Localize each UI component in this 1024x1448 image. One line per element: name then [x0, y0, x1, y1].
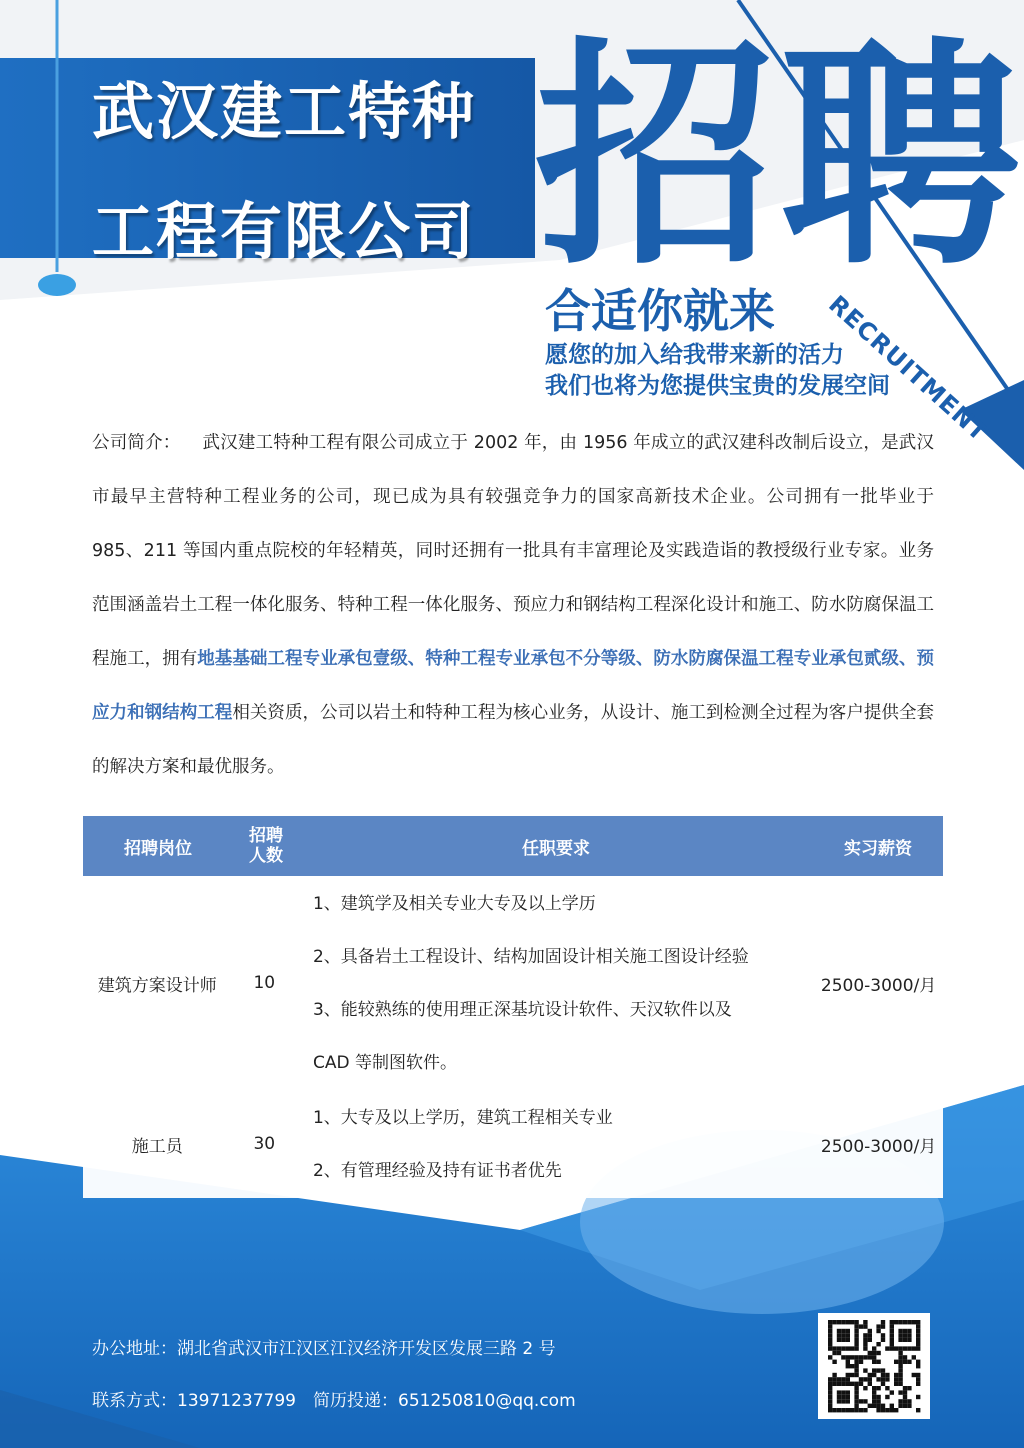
- qr-module: [854, 1342, 858, 1346]
- qr-module: [872, 1390, 876, 1394]
- qr-module: [868, 1338, 872, 1342]
- table-header: [83, 816, 943, 876]
- qr-module: [876, 1399, 880, 1403]
- qr-module: [832, 1320, 836, 1324]
- qr-module: [876, 1342, 880, 1346]
- qr-module: [881, 1333, 885, 1337]
- intro-qualifications-highlight: 地基基础工程专业承包壹级、特种工程专业承包不分等级、防水防腐保温工程专业承包贰级、预应力和钢结构工程: [92, 649, 935, 723]
- qr-module: [854, 1346, 858, 1350]
- qr-module: [837, 1333, 841, 1337]
- qr-module: [885, 1373, 889, 1377]
- qr-module: [841, 1382, 845, 1386]
- qr-module: [898, 1338, 902, 1342]
- qr-module: [846, 1377, 850, 1381]
- requirement-item: 1、建筑学及相关专业大专及以上学历: [312, 894, 596, 914]
- title-char-zhao: 招: [535, 17, 776, 297]
- qr-module: [903, 1329, 907, 1333]
- header-count: [233, 826, 299, 866]
- qr-module: [868, 1351, 872, 1355]
- qr-module: [903, 1390, 907, 1394]
- qr-module: [854, 1395, 858, 1399]
- qr-module: [872, 1373, 876, 1377]
- qr-module: [890, 1333, 894, 1337]
- intro-label: 公司简介：: [92, 433, 181, 453]
- qr-module: [916, 1364, 920, 1368]
- qr-module: [832, 1377, 836, 1381]
- qr-module: [863, 1342, 867, 1346]
- qr-module: [837, 1338, 841, 1342]
- qr-module: [890, 1338, 894, 1342]
- requirement-item: CAD 等制图软件。: [312, 1053, 457, 1073]
- qr-module: [898, 1377, 902, 1381]
- qr-module: [907, 1329, 911, 1333]
- qr-module: [916, 1377, 920, 1381]
- qr-module: [828, 1355, 832, 1359]
- qr-module: [876, 1377, 880, 1381]
- qr-module: [872, 1404, 876, 1408]
- qr-module: [903, 1404, 907, 1408]
- slogan-subline-1: 愿您的加入给我带来新的活力: [545, 342, 844, 368]
- qr-module: [859, 1382, 863, 1386]
- qr-module: [885, 1346, 889, 1350]
- qr-module: [854, 1399, 858, 1403]
- qr-module: [898, 1404, 902, 1408]
- requirement-item: 2、有管理经验及持有证书者优先: [312, 1161, 562, 1181]
- qr-module: [859, 1408, 863, 1412]
- qr-module: [854, 1386, 858, 1390]
- qr-module: [907, 1386, 911, 1390]
- qr-module: [854, 1390, 858, 1394]
- qr-module: [885, 1386, 889, 1390]
- qr-module: [916, 1408, 920, 1412]
- qr-module: [846, 1364, 850, 1368]
- qr-module: [854, 1373, 858, 1377]
- qr-module: [854, 1364, 858, 1368]
- qr-module: [837, 1329, 841, 1333]
- qr-module: [854, 1329, 858, 1333]
- qr-module: [846, 1329, 850, 1333]
- qr-module: [828, 1333, 832, 1337]
- qr-module: [828, 1324, 832, 1328]
- qr-module: [828, 1390, 832, 1394]
- qr-module: [846, 1399, 850, 1403]
- qr-module: [907, 1404, 911, 1408]
- job-table: [83, 816, 943, 1198]
- qr-module: [907, 1399, 911, 1403]
- qr-module: [850, 1382, 854, 1386]
- qr-module: [854, 1404, 858, 1408]
- qr-module: [859, 1324, 863, 1328]
- qr-module: [881, 1324, 885, 1328]
- qr-module: [868, 1329, 872, 1333]
- qr-module: [859, 1360, 863, 1364]
- qr-module: [850, 1408, 854, 1412]
- qr-module: [903, 1346, 907, 1350]
- qr-module: [854, 1368, 858, 1372]
- qr-module: [837, 1320, 841, 1324]
- qr-module: [872, 1386, 876, 1390]
- qr-module: [854, 1338, 858, 1342]
- table-row: [83, 876, 943, 1090]
- qr-module: [832, 1346, 836, 1350]
- qr-module: [898, 1373, 902, 1377]
- qr-module: [916, 1320, 920, 1324]
- qr-module: [916, 1324, 920, 1328]
- company-name-line1: 武汉建工特种: [92, 75, 477, 148]
- qr-module: [868, 1333, 872, 1337]
- qr-module: [868, 1355, 872, 1359]
- resume-email: 简历投递：651250810@qq.com: [313, 1391, 576, 1411]
- qr-module: [876, 1360, 880, 1364]
- row-count: 10: [253, 973, 276, 993]
- qr-module: [898, 1320, 902, 1324]
- qr-module: [872, 1399, 876, 1403]
- row-count: 30: [253, 1134, 276, 1154]
- qr-module: [903, 1360, 907, 1364]
- qr-module: [841, 1399, 845, 1403]
- qr-module: [846, 1333, 850, 1337]
- qr-module: [837, 1395, 841, 1399]
- qr-module: [881, 1320, 885, 1324]
- qr-module: [828, 1346, 832, 1350]
- qr-module: [894, 1320, 898, 1324]
- qr-module: [837, 1382, 841, 1386]
- qr-module: [868, 1382, 872, 1386]
- qr-module: [854, 1355, 858, 1359]
- qr-module: [863, 1377, 867, 1381]
- office-address: 办公地址：湖北省武汉市江汉区江汉经济开发区发展三路 2 号: [92, 1339, 556, 1359]
- qr-module: [907, 1338, 911, 1342]
- qr-module: [885, 1408, 889, 1412]
- qr-module: [872, 1368, 876, 1372]
- qr-module: [872, 1360, 876, 1364]
- qr-module: [876, 1404, 880, 1408]
- qr-module: [841, 1377, 845, 1381]
- contact-phone: 联系方式：13971237799: [92, 1391, 296, 1411]
- qr-module: [846, 1346, 850, 1350]
- qr-module: [863, 1338, 867, 1342]
- qr-module: [841, 1408, 845, 1412]
- recruitment-wordmark: RECRUITMENT: [823, 290, 994, 447]
- qr-module: [881, 1382, 885, 1386]
- qr-module: [890, 1404, 894, 1408]
- qr-module: [876, 1368, 880, 1372]
- qr-module: [881, 1408, 885, 1412]
- qr-module: [859, 1377, 863, 1381]
- qr-module: [894, 1408, 898, 1412]
- qr-module: [916, 1338, 920, 1342]
- qr-module: [898, 1390, 902, 1394]
- qr-module: [898, 1351, 902, 1355]
- row-requirements: [297, 1090, 814, 1198]
- qr-module: [863, 1333, 867, 1337]
- qr-module: [846, 1382, 850, 1386]
- qr-module: [832, 1408, 836, 1412]
- qr-module: [850, 1320, 854, 1324]
- qr-module: [898, 1399, 902, 1403]
- qr-module: [837, 1346, 841, 1350]
- qr-module: [868, 1377, 872, 1381]
- qr-module: [841, 1329, 845, 1333]
- header-position: 招聘岗位: [124, 838, 192, 859]
- qr-module: [850, 1373, 854, 1377]
- qr-module: [828, 1320, 832, 1324]
- qr-module: [890, 1408, 894, 1412]
- qr-module: [898, 1382, 902, 1386]
- qr-module: [898, 1364, 902, 1368]
- qr-module: [837, 1377, 841, 1381]
- qr-module: [890, 1342, 894, 1346]
- qr-module: [832, 1360, 836, 1364]
- qr-module: [894, 1382, 898, 1386]
- qr-module: [876, 1324, 880, 1328]
- qr-module: [907, 1320, 911, 1324]
- qr-module: [846, 1395, 850, 1399]
- qr-module: [894, 1360, 898, 1364]
- qr-module: [868, 1373, 872, 1377]
- qr-module: [898, 1360, 902, 1364]
- qr-module: [841, 1346, 845, 1350]
- qr-module: [850, 1346, 854, 1350]
- qr-module: [828, 1404, 832, 1408]
- qr-module: [881, 1377, 885, 1381]
- qr-module: [828, 1342, 832, 1346]
- qr-module: [841, 1355, 845, 1359]
- qr-module: [907, 1346, 911, 1350]
- company-name-line2: 工程有限公司: [92, 195, 477, 268]
- qr-module: [868, 1404, 872, 1408]
- requirement-item: 3、能较熟练的使用理正深基坑设计软件、天汉软件以及: [312, 1000, 732, 1020]
- qr-module: [876, 1329, 880, 1333]
- qr-module: [890, 1346, 894, 1350]
- qr-module: [890, 1329, 894, 1333]
- qr-module: [863, 1408, 867, 1412]
- qr-module: [863, 1324, 867, 1328]
- qr-module: [890, 1390, 894, 1394]
- qr-module: [912, 1355, 916, 1359]
- qr-module: [854, 1324, 858, 1328]
- qr-module: [854, 1360, 858, 1364]
- requirement-item: 2、具备岩土工程设计、结构加固设计相关施工图设计经验: [312, 947, 749, 967]
- qr-module: [841, 1333, 845, 1337]
- qr-module: [916, 1360, 920, 1364]
- row-salary: 2500-3000/月: [820, 1136, 937, 1157]
- qr-module: [898, 1368, 902, 1372]
- qr-module: [898, 1355, 902, 1359]
- qr-module: [863, 1355, 867, 1359]
- qr-module: [859, 1355, 863, 1359]
- requirement-item: 1、大专及以上学历，建筑工程相关专业: [312, 1108, 613, 1128]
- qr-module: [841, 1390, 845, 1394]
- intro-text-end: 相关资质，公司以岩土和特种工程为核心业务，从设计、施工到检测全过程为客户提供全套的解决方案和最优服务。: [92, 703, 935, 777]
- qr-module: [898, 1329, 902, 1333]
- company-intro: [92, 416, 934, 794]
- qr-module: [916, 1373, 920, 1377]
- qr-module: [828, 1386, 832, 1390]
- qr-module: [912, 1346, 916, 1350]
- row-position: 建筑方案设计师: [97, 975, 217, 996]
- qr-module: [828, 1395, 832, 1399]
- qr-module: [903, 1399, 907, 1403]
- intro-text: 武汉建工特种工程有限公司成立于 2002 年，由 1956 年成立的武汉建科改制后设立，是武汉市最早主营特种工程业务的公司，现已成为具有较强竞争力的国家高新技术企业。公司拥有一批毕业于 985、211 等国内重点院校的年轻精英，同时还拥有一批具有丰富理论及实践造诣的教授级行业专家。业务范围涵盖岩土工程一体化服务、特种工程一体化服务、预应力和钢结构工程深化设计和施工、防水防腐保温工程施工，拥有: [92, 433, 934, 669]
- qr-module: [854, 1320, 858, 1324]
- header-count-line1: 招聘: [249, 826, 283, 846]
- qr-module: [841, 1338, 845, 1342]
- table-row: [83, 1090, 943, 1198]
- qr-module: [828, 1338, 832, 1342]
- qr-module: [863, 1386, 867, 1390]
- qr-module: [907, 1360, 911, 1364]
- header-salary: 实习薪资: [844, 838, 912, 859]
- qr-module: [894, 1346, 898, 1350]
- qr-module: [837, 1408, 841, 1412]
- header-count-line2: 人数: [249, 846, 283, 866]
- qr-module: [903, 1395, 907, 1399]
- qr-module: [881, 1338, 885, 1342]
- qr-module: [903, 1320, 907, 1324]
- qr-module: [828, 1408, 832, 1412]
- qr-module: [916, 1382, 920, 1386]
- qr-module: [881, 1404, 885, 1408]
- qr-module: [885, 1395, 889, 1399]
- qr-module: [872, 1351, 876, 1355]
- qr-module: [890, 1320, 894, 1324]
- qr-module: [894, 1377, 898, 1381]
- qr-module: [837, 1351, 841, 1355]
- qr-module: [863, 1368, 867, 1372]
- qr-module: [916, 1395, 920, 1399]
- qr-module: [859, 1399, 863, 1403]
- qr-module: [837, 1390, 841, 1394]
- qr-module: [828, 1382, 832, 1386]
- qr-module: [898, 1346, 902, 1350]
- qr-module: [903, 1355, 907, 1359]
- qr-code-pattern: [818, 1313, 930, 1419]
- title-char-pin: 聘: [780, 17, 1021, 297]
- qr-module: [832, 1373, 836, 1377]
- qr-module: [846, 1320, 850, 1324]
- qr-module: [916, 1342, 920, 1346]
- qr-module: [863, 1320, 867, 1324]
- qr-module: [841, 1395, 845, 1399]
- qr-module: [881, 1368, 885, 1372]
- qr-module: [854, 1408, 858, 1412]
- qr-module: [846, 1355, 850, 1359]
- qr-module: [846, 1373, 850, 1377]
- qr-module: [837, 1399, 841, 1403]
- qr-module: [881, 1373, 885, 1377]
- qr-module: [863, 1346, 867, 1350]
- qr-module: [903, 1333, 907, 1337]
- qr-module: [850, 1355, 854, 1359]
- row-position: 施工员: [131, 1136, 183, 1157]
- qr-module: [894, 1373, 898, 1377]
- qr-module: [846, 1408, 850, 1412]
- header-requirements: 任职要求: [522, 838, 590, 859]
- qr-module: [828, 1377, 832, 1381]
- qr-module: [841, 1320, 845, 1324]
- qr-module: [890, 1324, 894, 1328]
- slogan-headline: 合适你就来: [545, 284, 775, 338]
- qr-module: [846, 1390, 850, 1394]
- qr-module: [912, 1373, 916, 1377]
- qr-module: [876, 1386, 880, 1390]
- qr-module: [828, 1329, 832, 1333]
- qr-module: [832, 1351, 836, 1355]
- qr-module: [916, 1329, 920, 1333]
- qr-module: [885, 1377, 889, 1381]
- qr-module: [876, 1395, 880, 1399]
- row-requirements: [297, 876, 814, 1090]
- qr-module: [903, 1338, 907, 1342]
- qr-module: [832, 1382, 836, 1386]
- qr-module: [854, 1382, 858, 1386]
- qr-code: [818, 1313, 930, 1419]
- qr-module: [912, 1320, 916, 1324]
- qr-module: [876, 1408, 880, 1412]
- table-body: [83, 876, 943, 1198]
- qr-module: [863, 1399, 867, 1403]
- qr-module: [916, 1333, 920, 1337]
- qr-module: [898, 1333, 902, 1337]
- qr-module: [872, 1355, 876, 1359]
- qr-module: [828, 1399, 832, 1403]
- qr-module: [854, 1333, 858, 1337]
- qr-module: [846, 1360, 850, 1364]
- slogan-subline-2: 我们也将为您提供宝贵的发展空间: [545, 373, 890, 399]
- qr-module: [903, 1386, 907, 1390]
- qr-module: [872, 1346, 876, 1350]
- qr-module: [907, 1333, 911, 1337]
- row-salary: 2500-3000/月: [820, 975, 937, 996]
- qr-module: [846, 1338, 850, 1342]
- qr-module: [876, 1351, 880, 1355]
- qr-module: [916, 1346, 920, 1350]
- qr-module: [872, 1395, 876, 1399]
- qr-module: [850, 1364, 854, 1368]
